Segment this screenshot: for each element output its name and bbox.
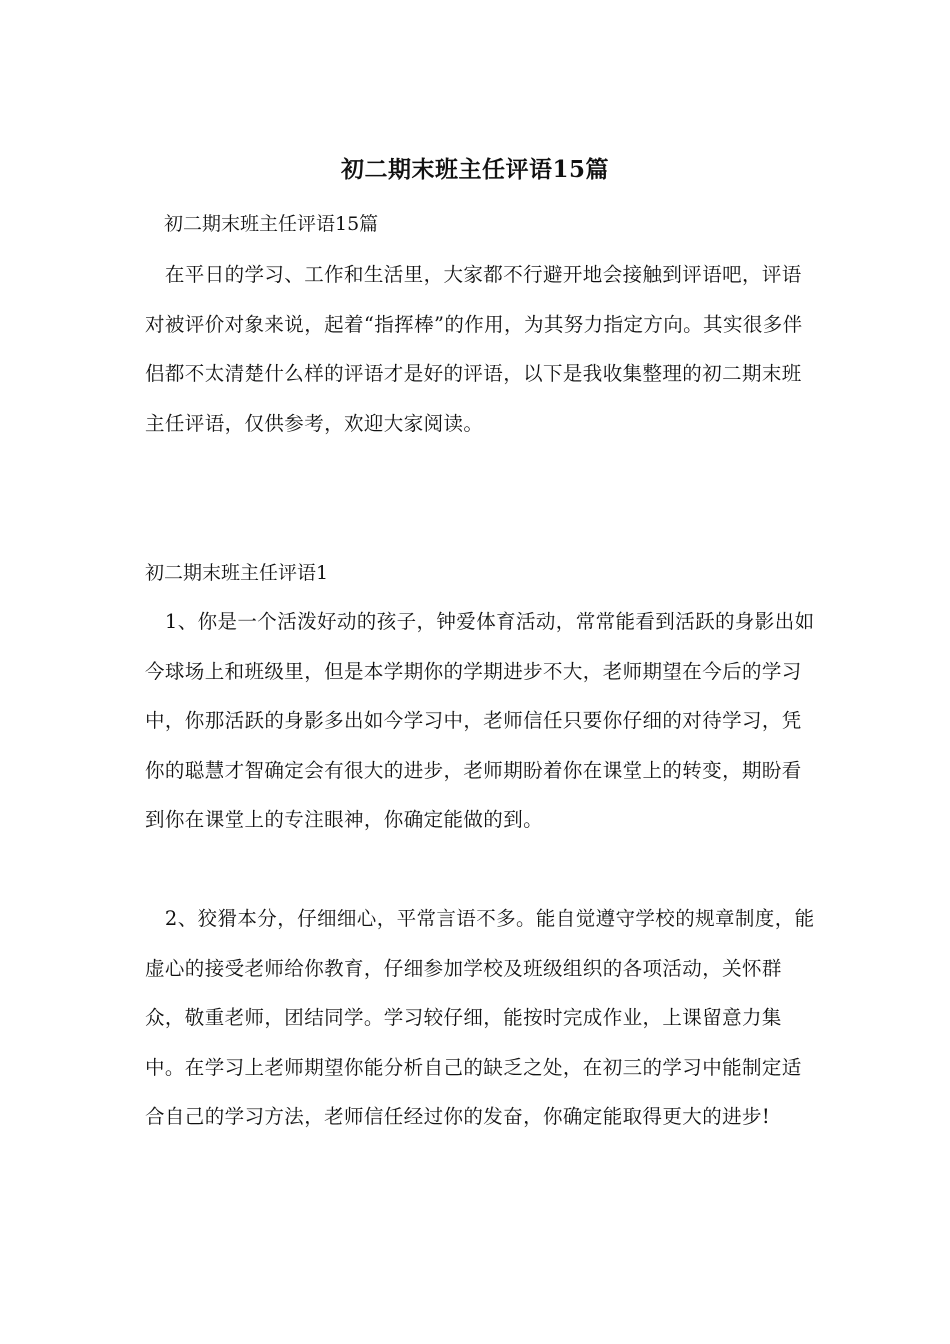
- comment-paragraph-1: 1、你是一个活泼好动的孩子，钟爱体育活动，常常能看到活跃的身影出如今球场上和班级里，但是本学期你的学期进步不大，老师期望在今后的学习中，你那活跃的身影多出如今学习中，老师信任只要你仔细的对待学习，凭你的聪慧才智确定会有很大的进步，老师期盼着你在课堂上的转变，期盼看到你在课堂上的专注眼神，你确定能做的到。: [145, 610, 815, 832]
- section-heading: 初二期末班主任评语1: [145, 562, 329, 584]
- document-title: 初二期末班主任评语15篇: [340, 156, 609, 183]
- document-subtitle: 初二期末班主任评语15篇: [164, 213, 379, 235]
- comment-paragraph-2: 2、狡猾本分，仔细细心，平常言语不多。能自觉遵守学校的规章制度，能虚心的接受老师给你教育，仔细参加学校及班级组织的各项活动，关怀群众，敬重老师，团结同学。学习较仔细，能按时完成作业，上课留意力集中。在学习上老师期望你能分析自己的缺乏之处，在初三的学习中能制定适合自己的学习方法，老师信任经过你的发奋，你确定能取得更大的进步!: [145, 907, 815, 1129]
- intro-paragraph: 在平日的学习、工作和生活里，大家都不行避开地会接触到评语吧，评语对被评价对象来说，起着“指挥棒”的作用，为其努力指定方向。其实很多伴侣都不太清楚什么样的评语才是好的评语，以下是我收集整理的初二期末班主任评语，仅供参考，欢迎大家阅读。: [145, 263, 803, 435]
